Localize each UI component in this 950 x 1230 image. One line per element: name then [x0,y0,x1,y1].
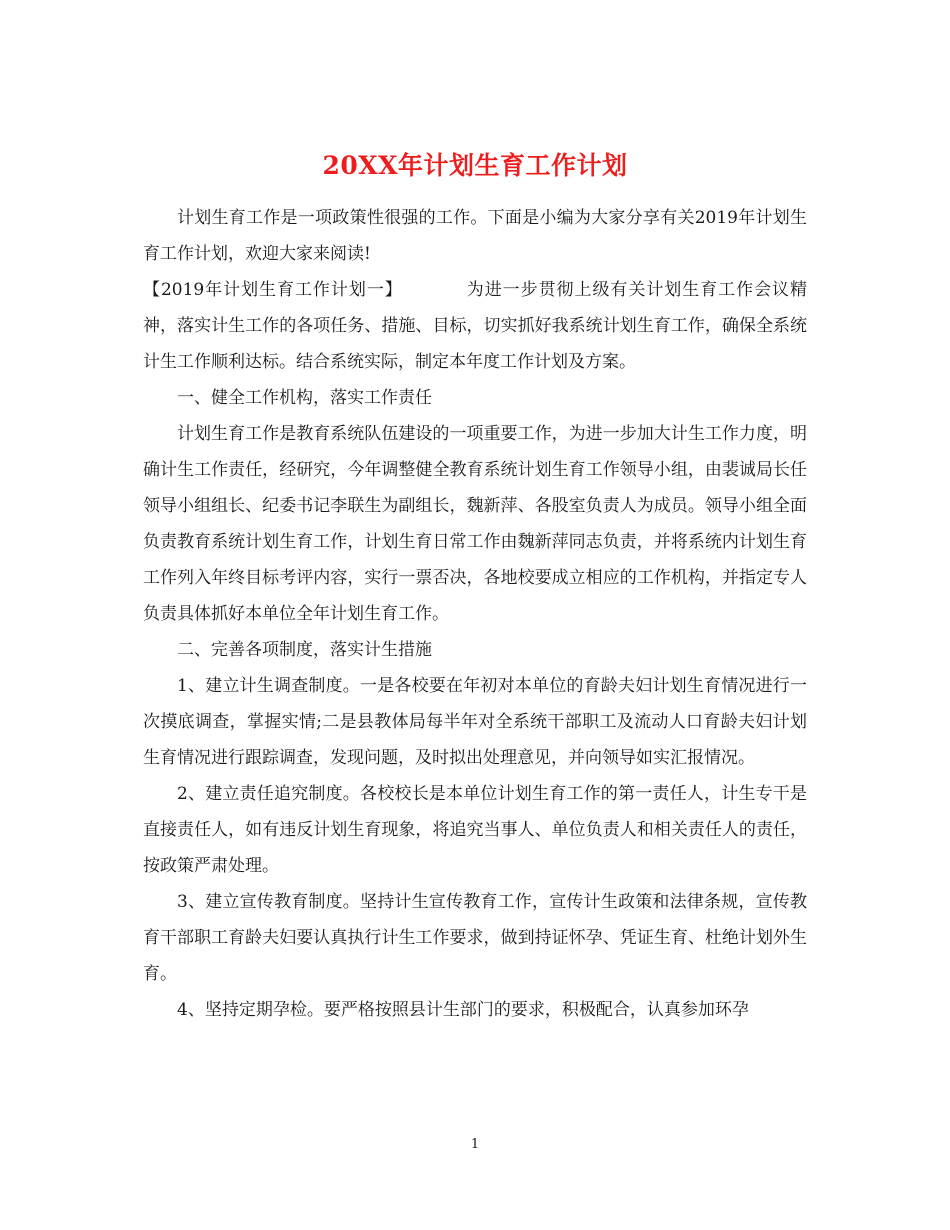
page-title: 20XX年计划生育工作计划 [322,150,628,180]
plan-intro-paragraph [143,272,807,380]
plan-marker: 【2019年计划生育工作计划一】 [143,280,403,300]
section2-heading: 二、完善各项制度，落实计生措施 [177,640,432,660]
page-number: 1 [470,1137,480,1152]
item2-paragraph: 2、建立责任追究制度。各校校长是本单位计划生育工作的第一责任人，计生专干是直接责任人，如有违反计划生育现象，将追究当事人、单位负责人和相关责任人的责任，按政策严肃处理。 [143,784,807,876]
item1-paragraph: 1、建立计生调查制度。一是各校要在年初对本单位的育龄夫妇计划生育情况进行一次摸底调查，掌握实情;二是县教体局每半年对全系统干部职工及流动人口育龄夫妇计划生育情况进行跟踪调查，发现问题，及时拟出处理意见，并向领导如实汇报情况。 [143,676,807,768]
intro-paragraph: 计划生育工作是一项政策性很强的工作。下面是小编为大家分享有关2019年计划生育工作计划，欢迎大家来阅读! [143,208,807,264]
document-body [143,200,807,1028]
item4-paragraph: 4、坚持定期孕检。要严格按照县计生部门的要求，积极配合，认真参加环孕 [177,1000,749,1020]
item3-paragraph: 3、建立宣传教育制度。坚持计生宣传教育工作，宣传计生政策和法律条规，宣传教育干部职工育龄夫妇要认真执行计生工作要求，做到持证怀孕、凭证生育、杜绝计划外生育。 [143,892,807,984]
section1-heading: 一、健全工作机构，落实工作责任 [177,388,432,408]
plan-intro-text: 为进一步贯彻上级有关计划生育工作会议精神，落实计生工作的各项任务、措施、目标，切实抓好我系统计划生育工作，确保全系统计生工作顺利达标。结合系统实际，制定本年度工作计划及方案。 [143,280,807,372]
section1-paragraph: 计划生育工作是教育系统队伍建设的一项重要工作，为进一步加大计生工作力度，明确计生工作责任，经研究，今年调整健全教育系统计划生育工作领导小组，由裴诚局长任领导小组组长、纪委书记李联生为副组长，魏新萍、各股室负责人为成员。领导小组全面负责教育系统计划生育工作，计划生育日常工作由魏新萍同志负责，并将系统内计划生育工作列入年终目标考评内容，实行一票否决，各地校要成立相应的工作机构，并指定专人负责具体抓好本单位全年计划生育工作。 [143,424,807,624]
